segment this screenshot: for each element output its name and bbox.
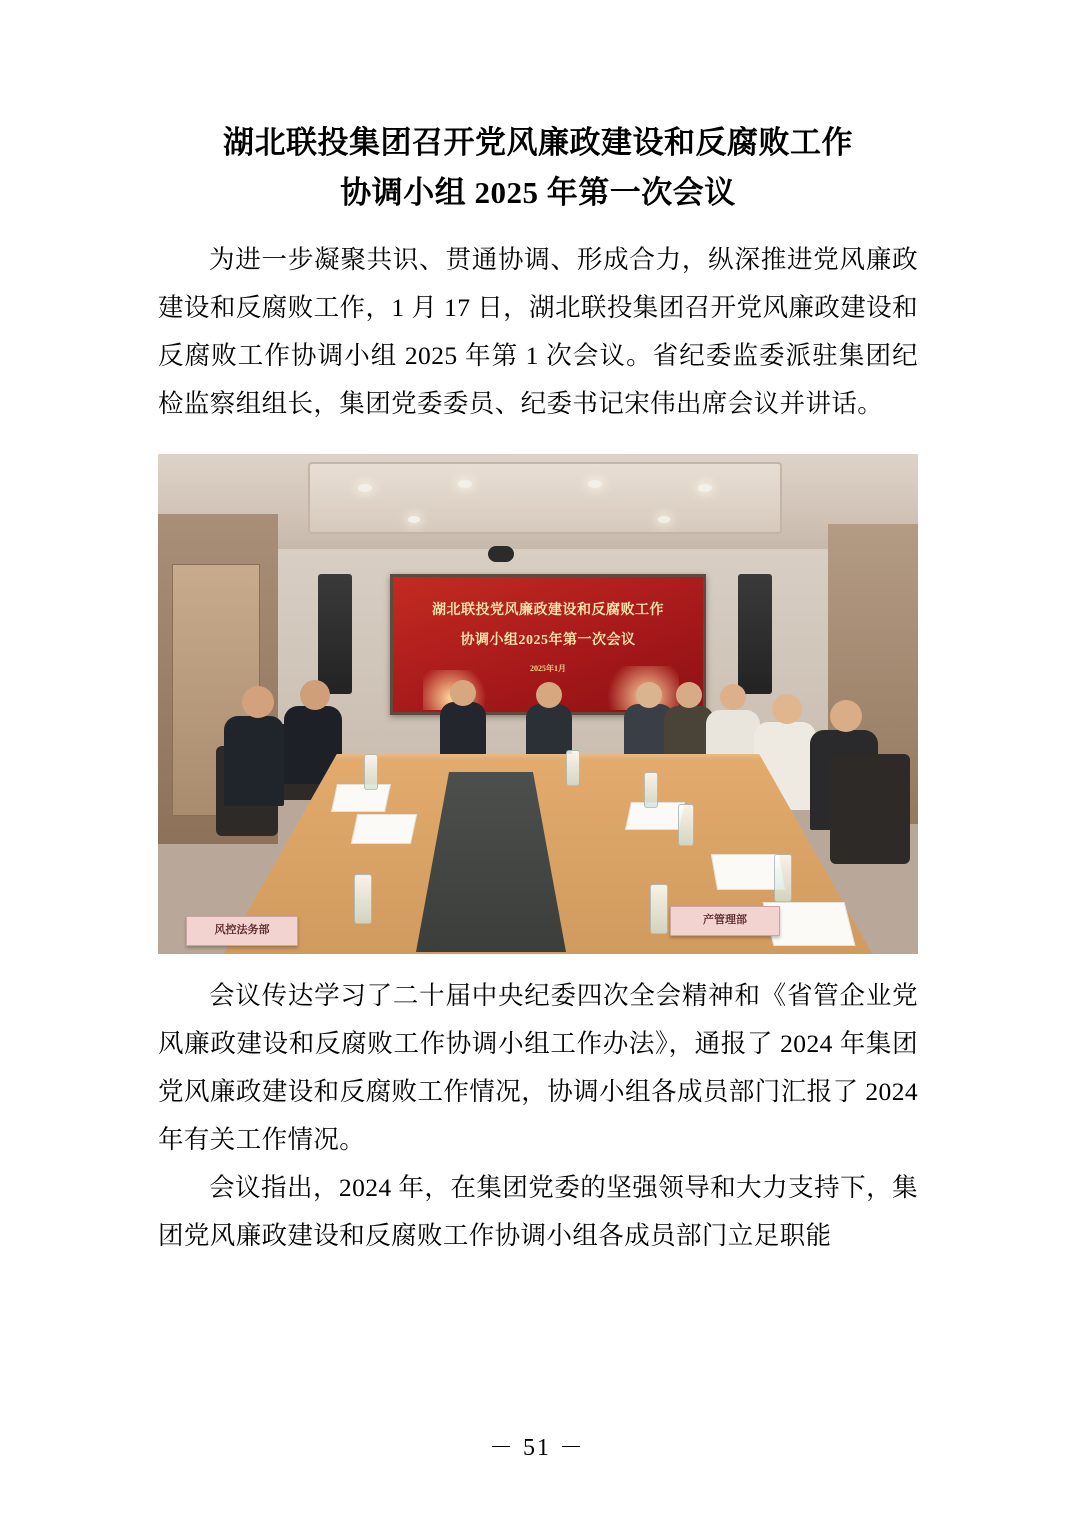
attendee-head [242, 686, 274, 718]
water-bottle [650, 884, 668, 934]
screen-title-line-2: 协调小组2025年第一次会议 [460, 633, 636, 648]
nameplate-left: 风控法务部 [186, 916, 298, 946]
attendee-head [830, 700, 862, 732]
attendee-head [300, 680, 330, 710]
chair [830, 754, 910, 864]
document-on-table [331, 784, 391, 812]
screen-title-line-1: 湖北联投党风廉政建设和反腐败工作 [432, 603, 664, 618]
ceiling-light [698, 484, 712, 492]
attendee-head [772, 694, 802, 724]
paragraph-2: 会议传达学习了二十届中央纪委四次全会精神和《省管企业党风廉政建设和反腐败工作协调小组工作办法》，通报了 2024 年集团党风廉政建设和反腐败工作情况，协调小组各成员部门汇报了 2024 年有关工作情况。 [158, 981, 918, 1154]
water-bottle [566, 750, 580, 786]
water-bottle [678, 804, 694, 846]
meeting-room-photo [158, 454, 918, 954]
ceiling-light [358, 484, 372, 492]
ceiling-light [458, 480, 472, 488]
camera-icon [488, 546, 514, 562]
attendee [440, 702, 486, 762]
attendee-head [536, 682, 562, 708]
water-bottle [774, 854, 792, 902]
attendee-head [450, 680, 476, 706]
ceiling-light [588, 480, 602, 488]
ceiling-panel [308, 462, 782, 534]
speaker-left [318, 574, 352, 694]
attendee-head [676, 682, 702, 708]
paragraph-3: 会议指出，2024 年，在集团党委的坚强领导和大力支持下，集团党风廉政建设和反腐败工作协调小组各成员部门立足职能 [158, 1173, 918, 1250]
water-bottle [644, 772, 658, 808]
speaker-right [738, 574, 772, 694]
water-bottle [364, 754, 378, 790]
page-title-line-2: 协调小组 2025 年第一次会议 [340, 175, 736, 210]
page-content [158, 118, 918, 1260]
page-title-line-1: 湖北联投集团召开党风廉政建设和反腐败工作 [223, 125, 853, 160]
ceiling-light [408, 516, 420, 523]
ceiling-light [658, 516, 670, 523]
attendee-head [720, 684, 746, 710]
page-number: － 51 － [489, 1435, 585, 1461]
attendee [224, 716, 284, 806]
page-title [158, 118, 918, 218]
attendee-head [636, 682, 662, 708]
document-on-table [351, 814, 417, 844]
water-bottle [354, 874, 372, 924]
nameplate-right: 产管理部 [670, 906, 780, 936]
paragraph-1: 为进一步凝聚共识、贯通协调、形成合力，纵深推进党风廉政建设和反腐败工作，1 月 17 日，湖北联投集团召开党风廉政建设和反腐败工作协调小组 2025 年第 1 次会议。省纪委监委派驻集团纪检监察组组长，集团党委委员、纪委书记宋伟出席会议并讲话。 [158, 245, 918, 418]
screen-date: 2025年1月 [530, 664, 566, 673]
